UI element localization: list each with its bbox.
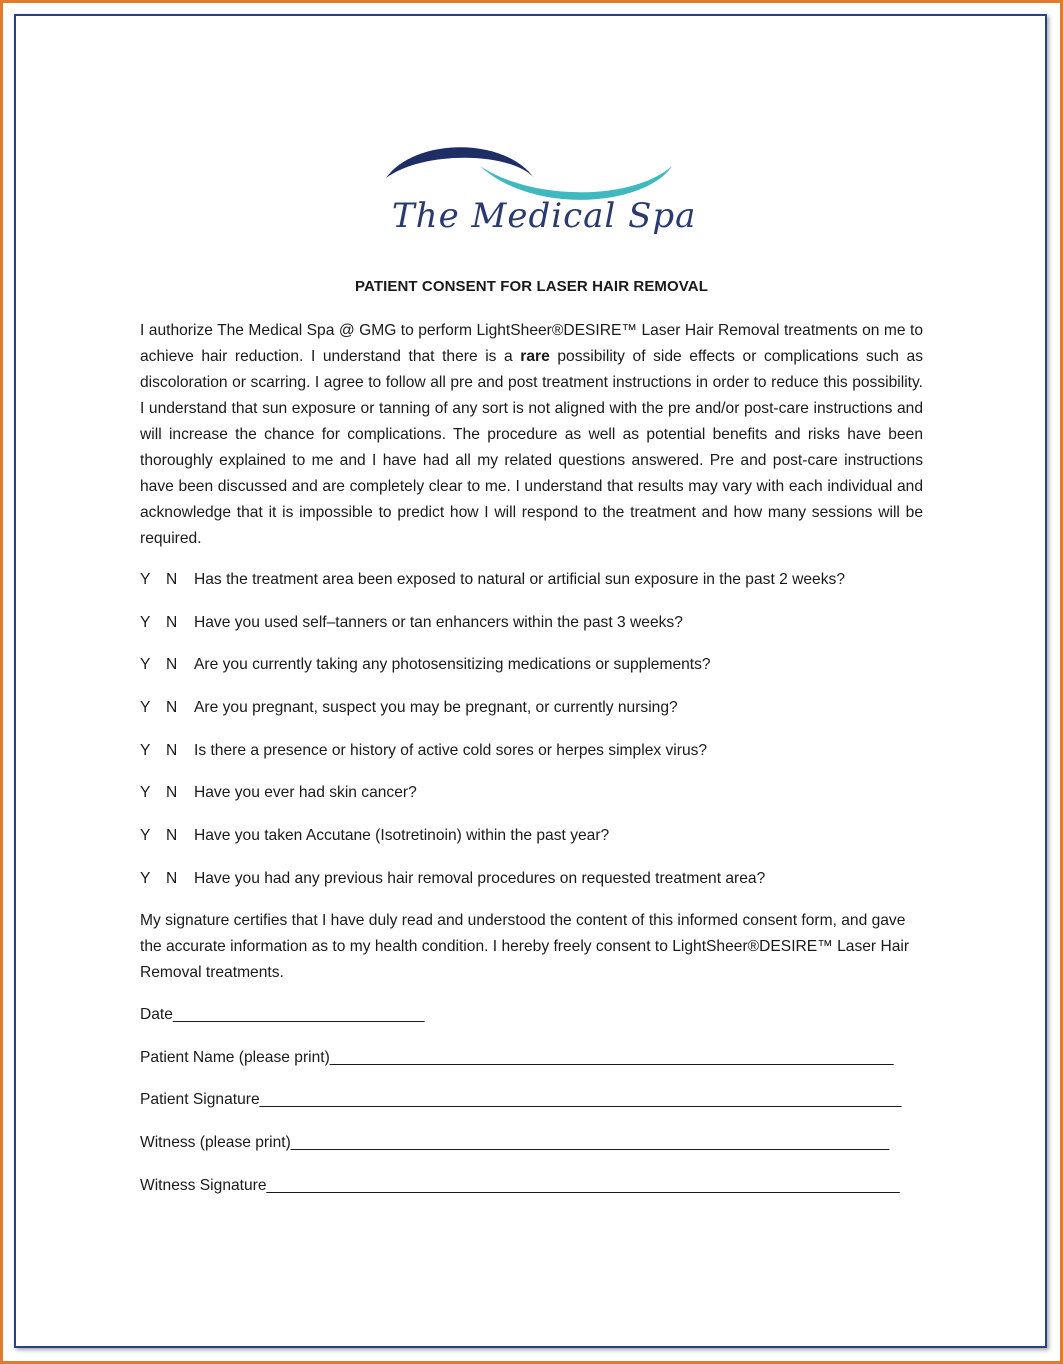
- intro-text-start: I authorize The Medical Spa @ GMG to perform LightSheer®DESIRE™ Laser Hair Removal treatments on me to achieve hair reduction. I understand that there is a: [140, 322, 923, 365]
- intro-paragraph: [140, 318, 923, 552]
- form-title: PATIENT CONSENT FOR LASER HAIR REMOVAL: [355, 278, 708, 295]
- yes-option[interactable]: Y: [140, 827, 151, 844]
- certification-paragraph: My signature certifies that I have duly read and understood the content of this informed consent form, and gave the accurate information as to my health condition. I hereby freely consent to LightSheer®DESIRE™ Laser Hair Removal treatments.: [140, 912, 910, 981]
- question-text: Have you had any previous hair removal procedures on requested treatment area?: [194, 870, 766, 887]
- question-text: Is there a presence or history of active cold sores or herpes simplex virus?: [194, 742, 708, 759]
- question-text: Have you used self–tanners or tan enhancers within the past 3 weeks?: [194, 614, 683, 631]
- yes-option[interactable]: Y: [140, 571, 151, 588]
- intro-text-end: possibility of side effects or complications such as discoloration or scarring. I agree to follow all pre and post treatment instructions in order to reduce this possibility. I understand that sun exposure or tanning of any sort is not aligned with the pre and/or post-care instructions and will increase the chance for complications. The procedure as well as potential benefits and risks have been thoroughly explained to me and I have had all my related questions answered. Pre and post-care instructions have been discussed and are completely clear to me. I understand that results may vary with each individual and acknowledge that it is impossible to predict how I will respond to the treatment and how many sessions will be required.: [140, 348, 923, 547]
- no-option[interactable]: N: [166, 827, 178, 844]
- patient-name-field[interactable]: Patient Name (please print)_________________________________________________________________: [140, 1049, 894, 1066]
- yes-option[interactable]: Y: [140, 656, 151, 673]
- no-option[interactable]: N: [166, 784, 178, 801]
- date-field[interactable]: Date_____________________________: [140, 1006, 425, 1023]
- logo-text: The Medical Spa: [392, 196, 697, 236]
- witness-name-field[interactable]: Witness (please print)_____________________________________________________________________: [140, 1134, 890, 1151]
- yes-option[interactable]: Y: [140, 614, 151, 631]
- no-option[interactable]: N: [166, 614, 178, 631]
- question-text: Are you currently taking any photosensitizing medications or supplements?: [194, 656, 711, 673]
- yes-option[interactable]: Y: [140, 870, 151, 887]
- no-option[interactable]: N: [166, 870, 178, 887]
- question-text: Have you taken Accutane (Isotretinoin) within the past year?: [194, 827, 610, 844]
- question-text: Have you ever had skin cancer?: [194, 784, 417, 801]
- witness-signature-field[interactable]: Witness Signature_________________________________________________________________________: [140, 1177, 900, 1194]
- question-text: Has the treatment area been exposed to natural or artificial sun exposure in the past 2 weeks?: [194, 571, 845, 588]
- intro-text-bold: rare: [520, 348, 550, 365]
- yes-option[interactable]: Y: [140, 742, 151, 759]
- no-option[interactable]: N: [166, 742, 178, 759]
- no-option[interactable]: N: [166, 699, 178, 716]
- yes-option[interactable]: Y: [140, 784, 151, 801]
- patient-signature-field[interactable]: Patient Signature__________________________________________________________________________: [140, 1091, 902, 1108]
- question-text: Are you pregnant, suspect you may be pregnant, or currently nursing?: [194, 699, 678, 716]
- yes-option[interactable]: Y: [140, 699, 151, 716]
- no-option[interactable]: N: [166, 656, 178, 673]
- no-option[interactable]: N: [166, 571, 178, 588]
